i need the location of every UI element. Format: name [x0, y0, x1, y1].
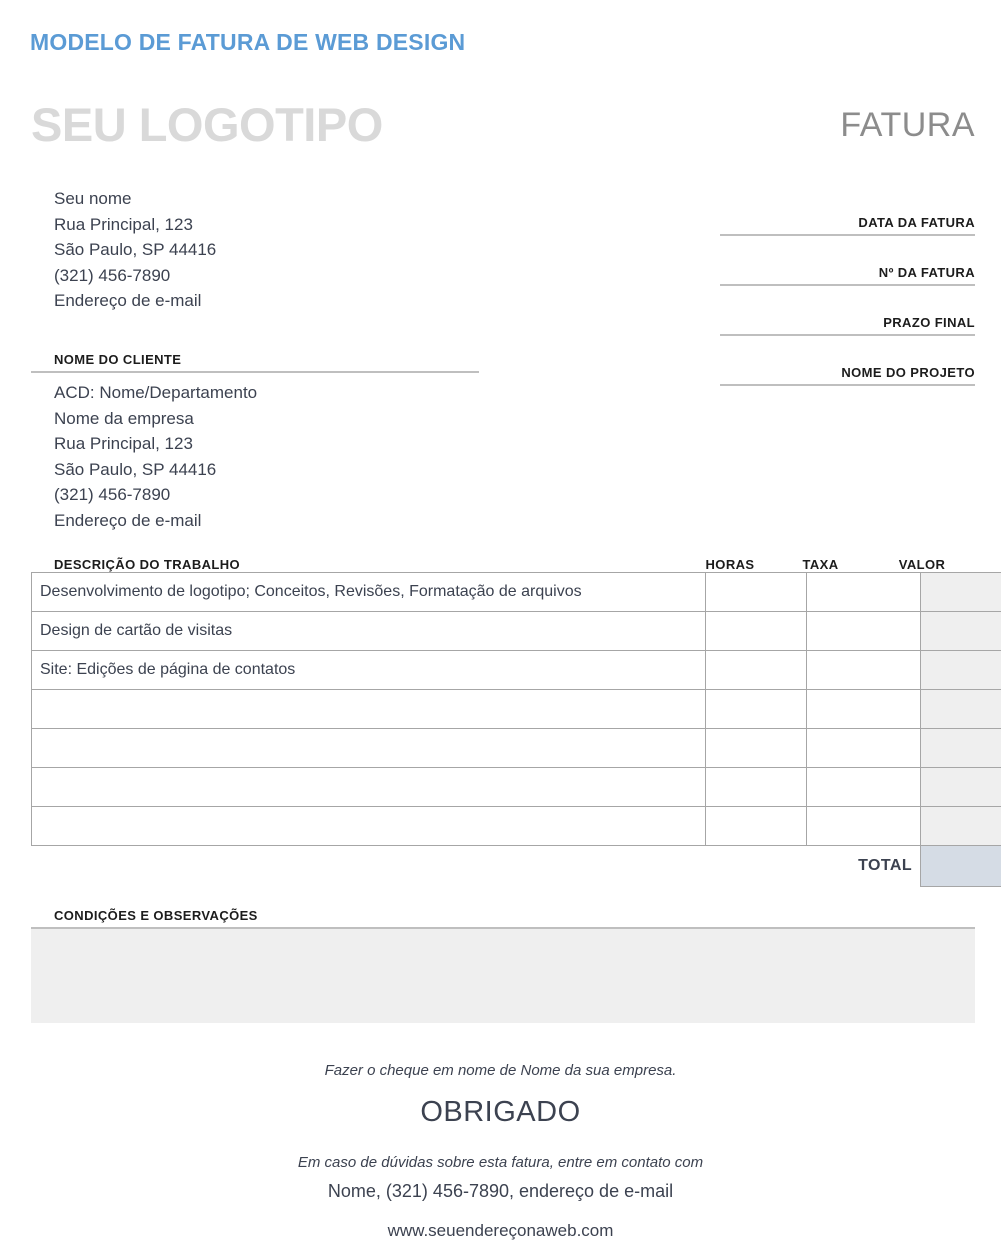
cell-rate[interactable] — [807, 573, 921, 612]
cell-hours[interactable] — [706, 612, 807, 651]
field-invoice-date[interactable] — [720, 186, 975, 236]
table-row[interactable] — [32, 651, 1001, 690]
client-line: Nome da empresa — [54, 408, 194, 428]
client-address-block[interactable] — [54, 380, 484, 533]
invoice-meta-fields — [720, 186, 975, 386]
table-row[interactable] — [32, 573, 1001, 612]
cell-description[interactable] — [32, 690, 706, 729]
cell-hours[interactable] — [706, 690, 807, 729]
total-spacer — [32, 846, 706, 887]
conditions-textarea[interactable] — [31, 929, 975, 1023]
table-row[interactable] — [32, 729, 1001, 768]
cell-description[interactable]: Design de cartão de visitas — [32, 612, 706, 651]
work-table-header — [31, 551, 975, 572]
page-title: MODELO DE FATURA DE WEB DESIGN — [30, 29, 466, 55]
field-underline — [720, 384, 975, 386]
sender-line: Rua Principal, 123 — [54, 214, 193, 234]
sender-line: Seu nome — [54, 189, 132, 208]
logo-placeholder: SEU LOGOTIPO — [31, 98, 383, 151]
client-heading-underline — [31, 371, 479, 373]
field-invoice-number[interactable] — [720, 236, 975, 286]
cell-hours[interactable] — [706, 729, 807, 768]
total-label: TOTAL — [858, 857, 912, 875]
cell-hours[interactable] — [706, 768, 807, 807]
cell-amount[interactable] — [921, 690, 1001, 729]
client-line: ACD: Nome/Departamento — [54, 383, 258, 402]
contact-info: Nome, (321) 456-7890, endereço de e-mail — [327, 1181, 674, 1201]
cell-hours[interactable] — [706, 573, 807, 612]
cell-hours[interactable] — [706, 651, 807, 690]
table-row[interactable] — [32, 768, 1001, 807]
check-payable-note: Fazer o cheque em nome de Nome da sua empresa. — [324, 1062, 677, 1079]
invoice-footer — [0, 1060, 1001, 1243]
cell-rate[interactable] — [807, 729, 921, 768]
field-project-name[interactable] — [720, 336, 975, 386]
invoice-heading: FATURA — [840, 106, 975, 144]
column-header-description: DESCRIÇÃO DO TRABALHO — [54, 557, 241, 572]
cell-amount[interactable] — [921, 768, 1001, 807]
column-header-hours: HORAS — [705, 557, 755, 572]
total-value[interactable] — [921, 846, 1001, 887]
website-url[interactable]: www.seuendereçonaweb.com — [387, 1221, 614, 1240]
field-label: DATA DA FATURA — [858, 215, 975, 230]
client-heading-label: NOME DO CLIENTE — [54, 352, 182, 367]
sender-line: Endereço de e-mail — [54, 291, 202, 310]
cell-hours[interactable] — [706, 807, 807, 846]
field-due-date[interactable] — [720, 286, 975, 336]
sender-address-block — [54, 186, 484, 314]
cell-description[interactable] — [32, 807, 706, 846]
conditions-heading-label: CONDIÇÕES E OBSERVAÇÕES — [54, 908, 258, 923]
field-label: Nº DA FATURA — [878, 265, 975, 280]
client-section-header — [31, 352, 479, 373]
cell-rate[interactable] — [807, 807, 921, 846]
cell-amount[interactable] — [921, 612, 1001, 651]
client-line: São Paulo, SP 44416 — [54, 459, 217, 479]
cell-rate[interactable] — [807, 690, 921, 729]
cell-description[interactable]: Desenvolvimento de logotipo; Conceitos, Revisões, Formatação de arquivos — [32, 573, 706, 612]
table-row[interactable] — [32, 612, 1001, 651]
cell-rate[interactable] — [807, 612, 921, 651]
field-label: NOME DO PROJETO — [841, 365, 975, 380]
column-header-rate: TAXA — [802, 557, 839, 572]
client-line: Endereço de e-mail — [54, 510, 202, 530]
field-label: PRAZO FINAL — [883, 315, 975, 330]
sender-line: São Paulo, SP 44416 — [54, 240, 217, 259]
cell-amount[interactable] — [921, 729, 1001, 768]
cell-rate[interactable] — [807, 768, 921, 807]
questions-note: Em caso de dúvidas sobre esta fatura, entre em contato com — [297, 1154, 704, 1171]
column-header-amount: VALOR — [898, 557, 946, 572]
work-table — [31, 572, 1001, 887]
client-line: (321) 456-7890 — [54, 485, 171, 504]
cell-amount[interactable] — [921, 573, 1001, 612]
sender-line: (321) 456-7890 — [54, 265, 171, 285]
cell-amount[interactable] — [921, 651, 1001, 690]
total-spacer — [706, 846, 807, 887]
table-row[interactable] — [32, 807, 1001, 846]
conditions-section — [31, 908, 975, 1023]
thank-you-message: OBRIGADO — [420, 1096, 581, 1128]
client-line: Rua Principal, 123 — [54, 434, 193, 453]
table-total-row — [32, 846, 1001, 887]
cell-description[interactable]: Site: Edições de página de contatos — [32, 651, 706, 690]
cell-description[interactable] — [32, 768, 706, 807]
table-row[interactable] — [32, 690, 1001, 729]
cell-amount[interactable] — [921, 807, 1001, 846]
cell-description[interactable] — [32, 729, 706, 768]
cell-rate[interactable] — [807, 651, 921, 690]
